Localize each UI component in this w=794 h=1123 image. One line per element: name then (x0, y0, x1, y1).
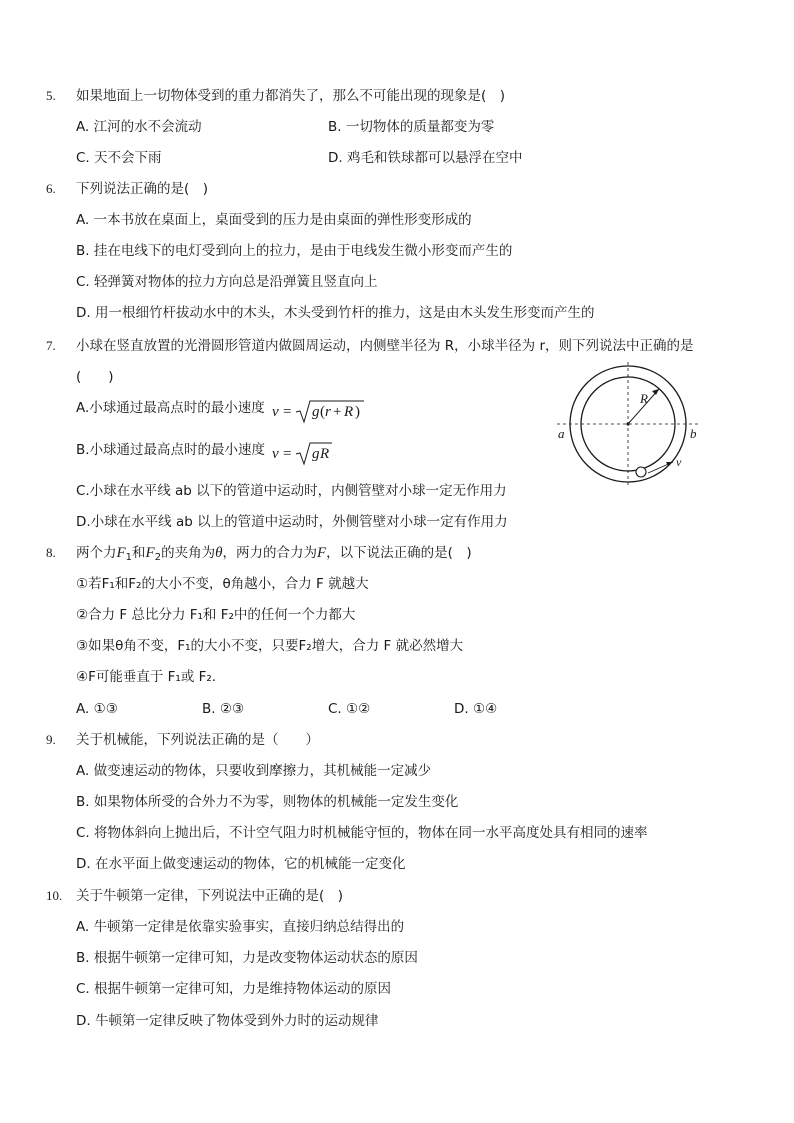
question-9-option-a: A. 做变速运动的物体，只要收到摩擦力，其机械能一定减少 (76, 763, 432, 779)
svg-text:R: R (344, 404, 354, 420)
question-5-stem: 如果地面上一切物体受到的重力都消失了，那么不可能出现的现象是( ) (76, 88, 506, 104)
question-7-number: 7. (46, 338, 56, 353)
svg-text:): ) (355, 404, 360, 420)
question-8-option-a: A. ①③ (76, 701, 118, 717)
svg-text:v: v (272, 404, 279, 420)
question-7-option-b: B.小球通过最高点时的最小速度 (76, 442, 266, 458)
svg-text:+: + (333, 404, 342, 420)
question-8-option-b: B. ②③ (202, 701, 245, 717)
question-8-statement-4: ④F可能垂直于 F₁或 F₂. (76, 669, 217, 685)
svg-text:=: = (283, 446, 292, 462)
svg-text:v: v (272, 446, 279, 462)
question-8-statement-2: ②合力 F 总比分力 F₁和 F₂中的任何一个力都大 (76, 607, 356, 623)
question-6-option-c: C. 轻弹簧对物体的拉力方向总是沿弹簧且竖直向上 (76, 274, 378, 290)
svg-text:=: = (283, 404, 292, 420)
question-7-formula-a (272, 398, 372, 428)
question-5-number: 5. (46, 88, 56, 103)
question-10-number: 10. (46, 888, 63, 903)
question-8-stem: 两个力$F_1$和$F_2$的夹角为θ，两力的合力为F，以下说法正确的是( ) (76, 545, 472, 563)
svg-text:g: g (312, 404, 320, 420)
question-10-option-d: D. 牛顿第一定律反映了物体受到外力时的运动规律 (76, 1013, 379, 1029)
label-R: R (640, 391, 648, 406)
question-8-option-c: C. ①② (328, 701, 371, 717)
circular-pipe-figure (555, 360, 705, 490)
question-9-option-d: D. 在水平面上做变速运动的物体，它的机械能一定变化 (76, 856, 406, 872)
question-9-number: 9. (46, 732, 56, 747)
question-5-option-a: A. 江河的水不会流动 (76, 119, 202, 135)
question-8-statement-1: ①若F₁和F₂的大小不变，θ角越小，合力 F 就越大 (76, 576, 369, 592)
question-5-option-c: C. 天不会下雨 (76, 150, 162, 166)
svg-text:(: ( (320, 404, 325, 420)
question-7-option-a: A.小球通过最高点时的最小速度 (76, 400, 265, 416)
question-10-option-a: A. 牛顿第一定律是依靠实验事实，直接归纳总结得出的 (76, 919, 405, 935)
question-10-option-b: B. 根据牛顿第一定律可知，力是改变物体运动状态的原因 (76, 950, 418, 966)
question-8-statement-3: ③如果θ角不变，F₁的大小不变，只要F₂增大，合力 F 就必然增大 (76, 638, 464, 654)
ball (636, 467, 646, 477)
question-8-number: 8. (46, 545, 56, 560)
label-b: b (690, 426, 697, 441)
question-6-stem: 下列说法正确的是( ) (76, 181, 209, 197)
svg-text:R: R (320, 446, 330, 462)
question-7-formula-b (272, 440, 342, 470)
question-9-option-c: C. 将物体斜向上抛出后，不计空气阻力时机械能守恒的，物体在同一水平高度处具有相同的速率 (76, 825, 648, 841)
question-7-option-d: D.小球在水平线 ab 以上的管道中运动时，外侧管壁对小球一定有作用力 (76, 514, 508, 530)
question-6-number: 6. (46, 181, 56, 196)
question-10-option-c: C. 根据牛顿第一定律可知，力是维持物体运动的原因 (76, 981, 392, 997)
question-5-option-b: B. 一切物体的质量都变为零 (328, 119, 495, 135)
question-9-stem: 关于机械能，下列说法正确的是（ ） (76, 732, 319, 748)
question-7-option-c: C.小球在水平线 ab 以下的管道中运动时，内侧管壁对小球一定无作用力 (76, 483, 507, 499)
question-9-option-b: B. 如果物体所受的合外力不为零，则物体的机械能一定发生变化 (76, 794, 459, 810)
question-7-stem: 小球在竖直放置的光滑圆形管道内做圆周运动，内侧壁半径为 R，小球半径为 r，则下列说法中正确的是 (76, 338, 694, 354)
label-a: a (558, 426, 565, 441)
question-6-option-d: D. 用一根细竹杆拔动水中的木头，木头受到竹杆的推力，这是由木头发生形变而产生的 (76, 305, 595, 321)
question-6-option-a: A. 一本书放在桌面上，桌面受到的压力是由桌面的弹性形变形成的 (76, 212, 472, 228)
question-6-option-b: B. 挂在电线下的电灯受到向上的拉力，是由于电线发生微小形变而产生的 (76, 243, 513, 259)
label-v: v (676, 455, 682, 469)
question-5-option-d: D. 鸡毛和铁球都可以悬浮在空中 (328, 150, 523, 166)
question-10-stem: 关于牛顿第一定律，下列说法中正确的是( ) (76, 888, 344, 904)
question-7-answer-paren: ( ) (76, 369, 114, 385)
svg-text:r: r (325, 404, 331, 420)
question-8-option-d: D. ①④ (454, 701, 498, 717)
svg-text:g: g (312, 446, 320, 462)
